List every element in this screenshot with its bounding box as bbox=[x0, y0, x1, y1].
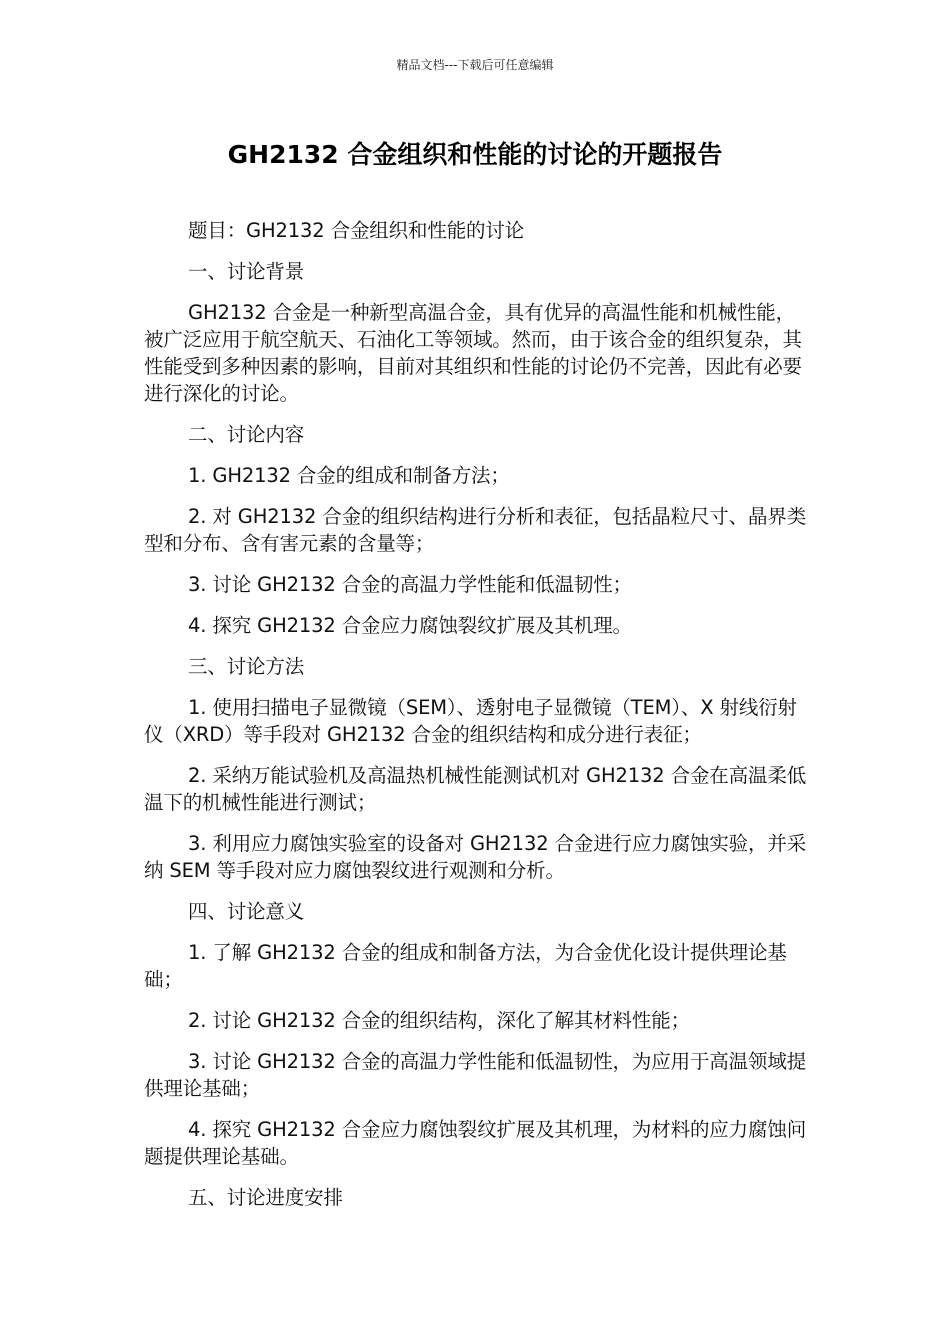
significance-item-4: 4. 探究 GH2132 合金应力腐蚀裂纹扩展及其机理，为材料的应力腐蚀问题提供理论基础。 bbox=[144, 1118, 807, 1168]
content-item-1: 1. GH2132 合金的组成和制备方法； bbox=[188, 464, 510, 487]
document-title: GH2132 合金组织和性能的讨论的开题报告 bbox=[227, 140, 723, 169]
content-item-4: 4. 探究 GH2132 合金应力腐蚀裂纹扩展及其机理。 bbox=[188, 614, 632, 637]
section-heading-significance: 四、讨论意义 bbox=[188, 900, 305, 923]
significance-item-2: 2. 讨论 GH2132 合金的组织结构，深化了解其材料性能； bbox=[188, 1009, 690, 1032]
content-item-2: 2. 对 GH2132 合金的组织结构进行分析和表征，包括晶粒尺寸、晶界类型和分布、含有害元素的含量等； bbox=[144, 505, 807, 555]
content-item-3: 3. 讨论 GH2132 合金的高温力学性能和低温韧性； bbox=[188, 573, 632, 596]
topic-line: 题目：GH2132 合金组织和性能的讨论 bbox=[188, 219, 525, 242]
method-item-3: 3. 利用应力腐蚀实验室的设备对 GH2132 合金进行应力腐蚀实验，并采纳 SEM 等手段对应力腐蚀裂纹进行观测和分析。 bbox=[144, 832, 807, 882]
method-item-1: 1. 使用扫描电子显微镜（SEM）、透射电子显微镜（TEM）、X 射线衍射仪（XRD）等手段对 GH2132 合金的组织结构和成分进行表征； bbox=[144, 696, 797, 746]
significance-item-3: 3. 讨论 GH2132 合金的高温力学性能和低温韧性，为应用于高温领域提供理论基础； bbox=[144, 1050, 807, 1100]
document-body bbox=[144, 217, 808, 1225]
method-item-2: 2. 采纳万能试验机及高温热机械性能测试机对 GH2132 合金在高温柔低温下的机械性能进行测试； bbox=[144, 764, 807, 814]
page-header: 精品文档---下载后可任意编辑 bbox=[396, 58, 554, 72]
section-heading-background: 一、讨论背景 bbox=[188, 260, 305, 283]
section-heading-content: 二、讨论内容 bbox=[188, 423, 305, 446]
section-heading-schedule: 五、讨论进度安排 bbox=[188, 1186, 343, 1209]
section-heading-method: 三、讨论方法 bbox=[188, 655, 305, 678]
significance-item-1: 1. 了解 GH2132 合金的组成和制备方法，为合金优化设计提供理论基础； bbox=[144, 941, 787, 991]
background-paragraph: GH2132 合金是一种新型高温合金，具有优异的高温性能和机械性能，被广泛应用于航空航天、石油化工等领域。然而，由于该合金的组织复杂，其性能受到多种因素的影响，目前对其组织和性能的讨论仍不完善，因此有必要进行深化的讨论。 bbox=[144, 301, 802, 405]
